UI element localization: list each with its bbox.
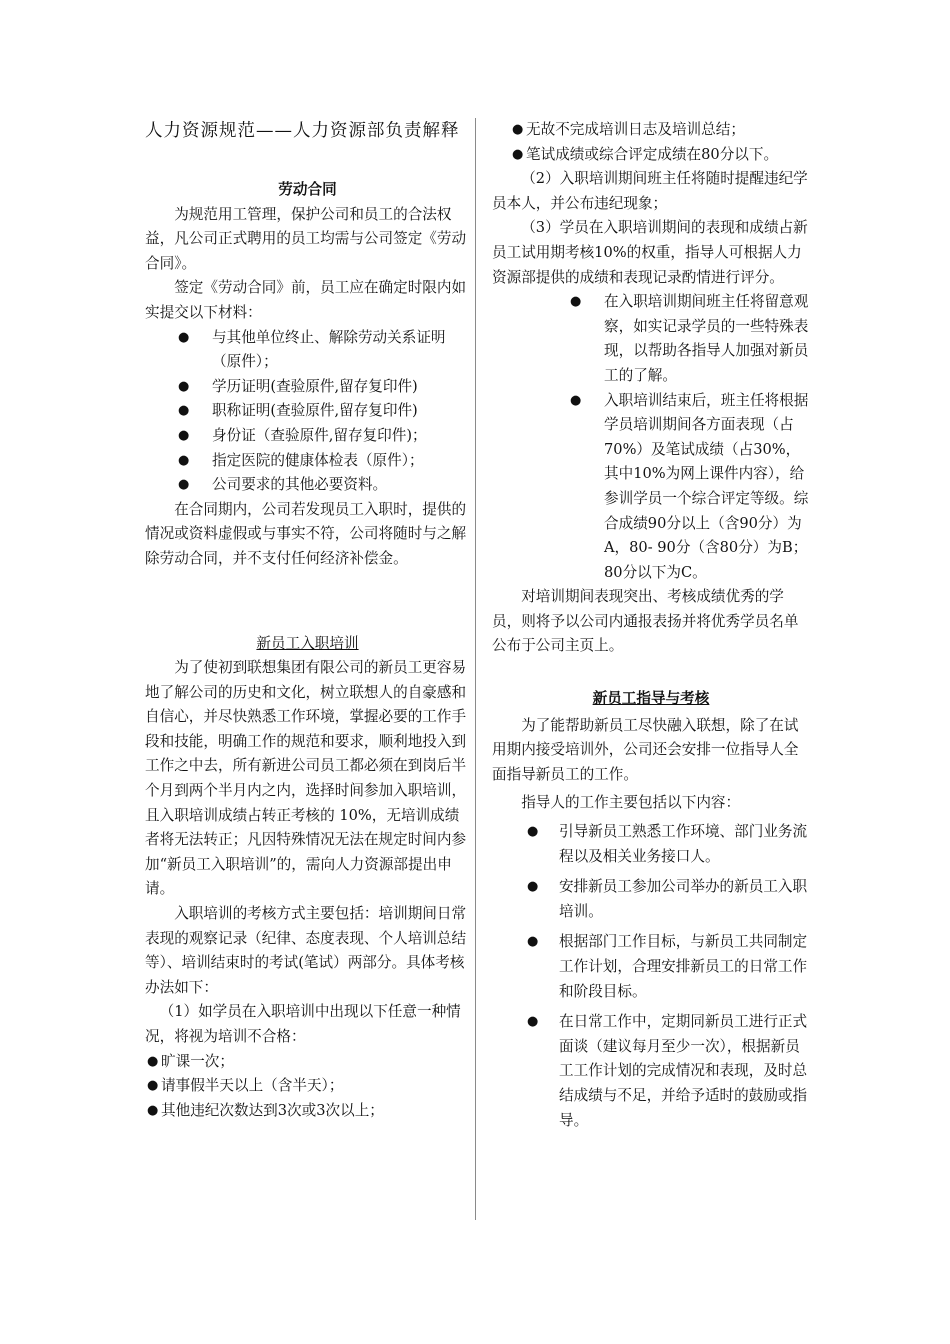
training-evaluation-list	[492, 290, 810, 585]
training-fail-conditions-list	[145, 1050, 470, 1124]
list-item: ● 职称证明(查验原件,留存复印件)	[145, 399, 470, 424]
list-item: ● 学历证明(查验原件,留存复印件)	[145, 375, 470, 400]
bullet-icon: ●	[178, 452, 190, 468]
mentoring-paragraph-1: 为了能帮助新员工尽快融入联想，除了在试用期内接受培训外，公司还会安排一位指导人全面指导新员工的工作。	[492, 716, 799, 783]
list-item: ● 与其他单位终止、解除劳动关系证明（原件）；	[145, 326, 470, 375]
bullet-icon: ●	[570, 392, 582, 408]
mentor-duties-list	[492, 820, 810, 1133]
training-fail-conditions-list-continued	[492, 118, 810, 167]
section-heading-labor-contract: 劳动合同	[278, 181, 337, 198]
right-column	[492, 118, 810, 1139]
bullet-icon: ●	[527, 1014, 539, 1030]
list-item: ● 安排新员工参加公司举办的新员工入职培训。	[492, 875, 810, 924]
training-paragraph-6: 对培训期间表现突出、考核成绩优秀的学员，则将予以公司内通报表扬并将优秀学员名单公布于公司主页上。	[492, 588, 799, 655]
bullet-icon: ●	[147, 1053, 159, 1069]
list-item: ● 引导新员工熟悉工作环境、部门业务流程以及相关业务接口人。	[492, 820, 810, 869]
labor-materials-list	[145, 326, 470, 498]
list-item: ● 公司要求的其他必要资料。	[145, 473, 470, 498]
list-item: ● 笔试成绩或综合评定成绩在80分以下。	[510, 143, 810, 168]
training-paragraph-2: 入职培训的考核方式主要包括：培训期间日常表现的观察记录（纪律、态度表现、个人培训总结等）、培训结束时的考试(笔试）两部分。具体考核办法如下：	[145, 905, 467, 996]
list-item: ● 旷课一次；	[145, 1050, 470, 1075]
labor-paragraph-3: 在合同期内，公司若发现员工入职时，提供的情况或资料虚假或与事实不符，公司将随时与之解除劳动合同，并不支付任何经济补偿金。	[145, 500, 467, 567]
document-title: 人力资源规范——人力资源部负责解释	[145, 121, 460, 141]
labor-paragraph-2: 签定《劳动合同》前，员工应在确定时限内如实提交以下材料：	[145, 279, 467, 321]
bullet-icon: ●	[178, 329, 190, 345]
bullet-icon: ●	[527, 879, 539, 895]
bullet-icon: ●	[527, 934, 539, 950]
section-heading-new-employee-training: 新员工入职培训	[256, 634, 359, 652]
bullet-icon: ●	[178, 378, 190, 394]
column-divider	[475, 118, 476, 1220]
labor-paragraph-1: 为规范用工管理，保护公司和员工的合法权益，凡公司正式聘用的员工均需与公司签定《劳动合同》。	[145, 205, 467, 272]
list-item: ● 其他违纪次数达到3次或3次以上；	[145, 1099, 470, 1124]
training-paragraph-5: （3）学员在入职培训期间的表现和成绩占新员工试用期考核10%的权重，指导人可根据人力资源部提供的成绩和表现记录酌情进行评分。	[492, 219, 808, 286]
bullet-icon: ●	[512, 146, 524, 162]
list-item: ● 在入职培训期间班主任将留意观察，如实记录学员的一些特殊表现，以帮助各指导人加强对新员工的了解。	[492, 290, 810, 388]
section-heading-mentoring: 新员工指导与考核	[592, 690, 710, 708]
bullet-icon: ●	[178, 477, 190, 493]
training-paragraph-4: （2）入职培训期间班主任将随时提醒违纪学员本人，并公布违纪现象；	[492, 170, 808, 212]
list-item: ● 根据部门工作目标，与新员工共同制定工作计划，合理安排新员工的日常工作和阶段目标。	[492, 930, 810, 1004]
list-item: ● 请事假半天以上（含半天）；	[145, 1074, 470, 1099]
bullet-icon: ●	[178, 403, 190, 419]
bullet-icon: ●	[527, 824, 539, 840]
bullet-icon: ●	[570, 294, 582, 310]
bullet-icon: ●	[147, 1078, 159, 1094]
list-item: ● 在日常工作中，定期同新员工进行正式面谈（建议每月至少一次），根据新员工工作计划的完成情况和表现，及时总结成绩与不足，并给予适时的鼓励或指导。	[492, 1010, 810, 1133]
left-column	[145, 118, 470, 1123]
mentoring-paragraph-2: 指导人的工作主要包括以下内容：	[521, 794, 741, 812]
training-paragraph-3: （1）如学员在入职培训中出现以下任意一种情况，将视为培训不合格：	[145, 1003, 461, 1045]
list-item: ● 指定医院的健康体检表（原件）；	[145, 449, 470, 474]
bullet-icon: ●	[512, 122, 524, 137]
bullet-icon: ●	[147, 1102, 159, 1118]
list-item: ● 入职培训结束后，班主任将根据学员培训期间各方面表现（占70%）及笔试成绩（占30%，其中10%为网上课件内容），给参训学员一个综合评定等级。综合成绩90分以上（含90分）为A，80- 90分（含80分）为B；80分以下为C。	[492, 389, 810, 586]
list-item: ● 身份证（查验原件,留存复印件)；	[145, 424, 470, 449]
training-paragraph-1: 为了使初到联想集团有限公司的新员工更容易地了解公司的历史和文化，树立联想人的自豪感和自信心，并尽快熟悉工作环境，掌握必要的工作手段和技能，明确工作的规范和要求，顺利地投入到工作之中去，所有新进公司员工都必须在到岗后半个月到两个半月内之内，选择时间参加入职培训，且入职培训成绩占转正考核的 10%，无培训成绩者将无法转正；凡因特殊情况无法在规定时间内参加“新员工入职培训”的，需向人力资源部提出申请。	[145, 659, 467, 898]
list-item: ● 无故不完成培训日志及培训总结；	[510, 118, 810, 143]
bullet-icon: ●	[178, 427, 190, 443]
